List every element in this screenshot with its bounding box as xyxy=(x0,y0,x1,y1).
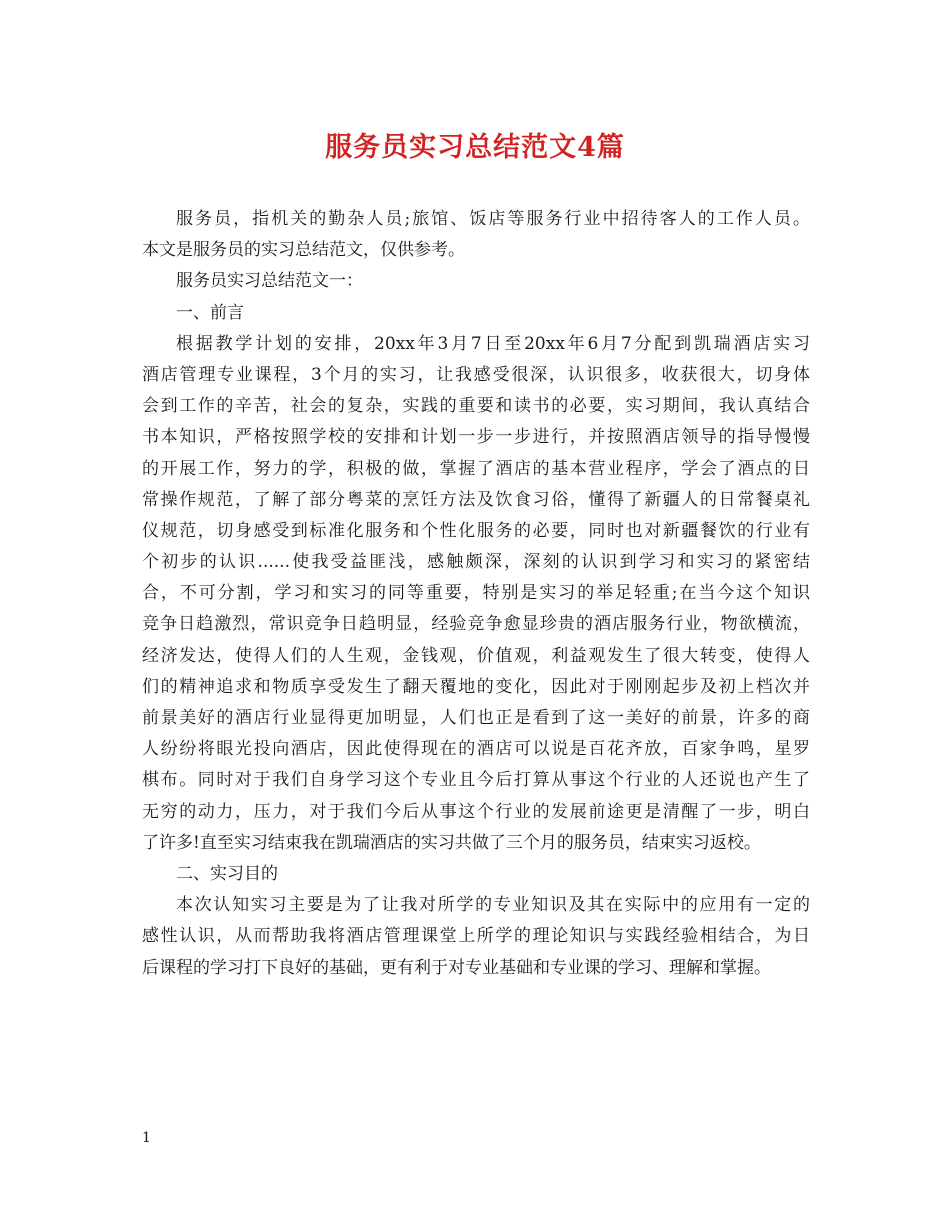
body-text-line: 本文是服务员的实习总结范文，仅供参考。 xyxy=(142,240,465,261)
body-text-line: 个初步的认识......使我受益匪浅，感触颇深，深刻的认识到学习和实习的紧密结 xyxy=(142,552,810,573)
body-text-line: 们的精神追求和物质享受发生了翻天覆地的变化，因此对于刚刚起步及初上档次并 xyxy=(142,676,810,697)
body-text-line: 服务员，指机关的勤杂人员;旅馆、饭店等服务行业中招待客人的工作人员。 xyxy=(176,209,810,229)
body-text-line: 经济发达，使得人们的人生观，金钱观，价值观，利益观发生了很大转变，使得人 xyxy=(142,645,810,666)
document-body xyxy=(142,204,810,984)
body-text-line: 二、实习目的 xyxy=(176,863,278,884)
body-text-line: 棋布。同时对于我们自身学习这个专业且今后打算从事这个行业的人还说也产生了 xyxy=(142,770,810,791)
body-text-line: 一、前言 xyxy=(176,302,244,323)
body-text-line: 书本知识，严格按照学校的安排和计划一步一步进行，并按照酒店领导的指导慢慢 xyxy=(142,427,810,448)
document-title: 服务员实习总结范文4篇 xyxy=(325,132,625,163)
body-text-line: 酒店管理专业课程，3个月的实习，让我感受很深，认识很多，收获很大，切身体 xyxy=(142,364,810,385)
page-number: 1 xyxy=(142,1130,151,1146)
body-text-line: 无穷的动力，压力，对于我们今后从事这个行业的发展前途更是清醒了一步，明白 xyxy=(142,801,810,822)
body-text-line: 人纷纷将眼光投向酒店，因此使得现在的酒店可以说是百花齐放，百家争鸣，星罗 xyxy=(142,739,810,760)
body-text-line: 常操作规范，了解了部分粤菜的烹饪方法及饮食习俗，懂得了新疆人的日常餐桌礼 xyxy=(142,489,810,510)
body-text-line: 仪规范，切身感受到标准化服务和个性化服务的必要，同时也对新疆餐饮的行业有 xyxy=(142,520,810,541)
body-text-line: 的开展工作，努力的学，积极的做，掌握了酒店的基本营业程序，学会了酒点的日 xyxy=(142,458,810,479)
body-text-line: 前景美好的酒店行业显得更加明显，人们也正是看到了这一美好的前景，许多的商 xyxy=(142,708,810,728)
body-text-line: 服务员实习总结范文一： xyxy=(176,271,363,292)
body-text-line: 了许多!直至实习结束我在凯瑞酒店的实习共做了三个月的服务员，结束实习返校。 xyxy=(142,832,761,853)
body-text-line: 感性认识，从而帮助我将酒店管理课堂上所学的理论知识与实践经验相结合，为日 xyxy=(142,926,810,947)
body-text-line: 会到工作的辛苦，社会的复杂，实践的重要和读书的必要，实习期间，我认真结合 xyxy=(142,396,810,417)
body-text-line: 根据教学计划的安排，20xx年3月7日至20xx年6月7分配到凯瑞酒店实习 xyxy=(176,333,810,354)
body-text-line: 本次认知实习主要是为了让我对所学的专业知识及其在实际中的应用有一定的 xyxy=(176,895,810,916)
body-text-line: 合，不可分割，学习和实习的同等重要，特别是实习的举足轻重;在当今这个知识 xyxy=(142,583,810,604)
body-text-line: 竞争日趋激烈，常识竞争日趋明显，经验竞争愈显珍贵的酒店服务行业，物欲横流， xyxy=(142,614,810,635)
body-text-line: 后课程的学习打下良好的基础，更有利于对专业基础和专业课的学习、理解和掌握。 xyxy=(142,957,771,978)
